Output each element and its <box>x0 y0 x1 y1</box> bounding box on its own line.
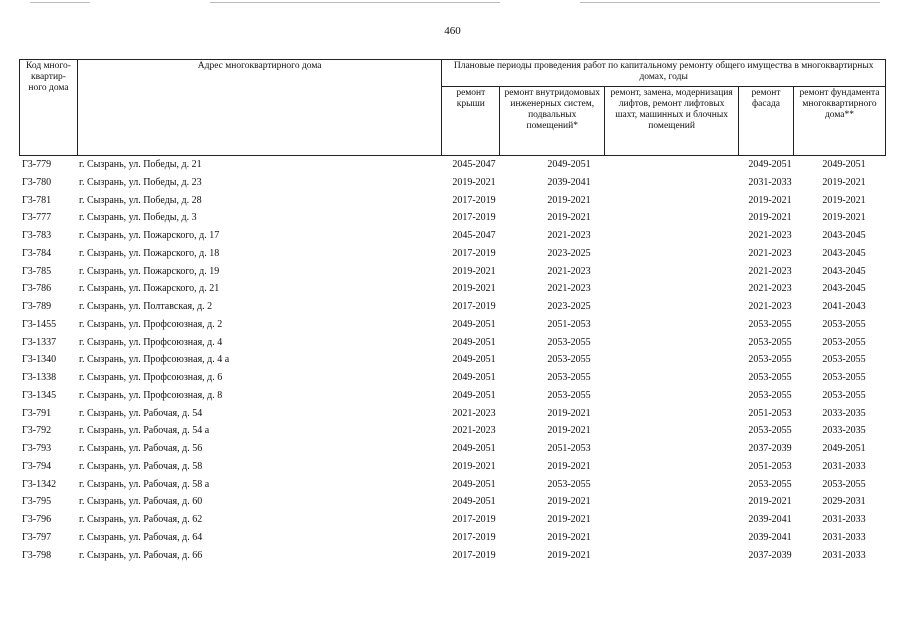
cell-address: г. Сызрань, ул. Победы, д. 3 <box>79 212 197 224</box>
cell-facade: 2021-2023 <box>748 265 792 277</box>
cell-facade: 2053-2055 <box>748 389 792 401</box>
cell-facade: 2021-2023 <box>748 301 792 312</box>
cell-foundation: 2029-2031 <box>822 496 866 508</box>
cell-facade: 2021-2023 <box>748 247 792 259</box>
cell-facade: 2039-2041 <box>748 514 792 525</box>
cell-engineering: 2019-2021 <box>547 496 591 508</box>
cell-address: г. Сызрань, ул. Профсоюзная, д. 6 <box>79 372 223 383</box>
cell-engineering: 2053-2055 <box>547 389 591 401</box>
cell-facade: 2039-2041 <box>748 531 792 543</box>
cell-foundation: 2053-2055 <box>822 372 866 383</box>
cell-roof: 2049-2051 <box>452 389 496 401</box>
cell-engineering: 2053-2055 <box>547 336 591 348</box>
cell-foundation: 2053-2055 <box>822 318 866 330</box>
cell-foundation: 2049-2051 <box>822 159 866 170</box>
cell-engineering: 2051-2053 <box>547 318 591 330</box>
header-periods: Плановые периоды проведения работ по капитальному ремонту общего имущества в многоквартирных домах, годы <box>442 60 886 87</box>
cell-engineering: 2021-2023 <box>547 283 591 295</box>
header-lift: ремонт, замена, модернизация лифтов, ремонт лифтовых шахт, машинных и блочных помещений <box>605 87 739 156</box>
cell-address: г. Сызрань, ул. Победы, д. 21 <box>79 159 202 170</box>
cell-engineering: 2039-2041 <box>547 176 591 188</box>
cell-roof: 2017-2019 <box>452 549 496 561</box>
cell-foundation: 2031-2033 <box>822 514 866 525</box>
cell-roof: 2045-2047 <box>452 159 496 170</box>
table-row <box>19 227 886 245</box>
cell-code: Г3-1337 <box>22 336 57 348</box>
cell-address: г. Сызрань, ул. Пожарского, д. 21 <box>79 283 220 295</box>
table-row <box>19 529 886 547</box>
table-row <box>19 422 886 440</box>
table-row <box>19 156 886 174</box>
cell-roof: 2019-2021 <box>452 265 496 277</box>
table-row <box>19 316 886 334</box>
table-row <box>19 405 886 423</box>
cell-code: Г3-777 <box>22 212 52 224</box>
cell-facade: 2019-2021 <box>748 496 792 508</box>
cell-foundation: 2019-2021 <box>822 194 866 206</box>
cell-foundation: 2049-2051 <box>822 443 866 454</box>
table-row <box>19 192 886 210</box>
table-row <box>19 493 886 511</box>
cell-address: г. Сызрань, ул. Профсоюзная, д. 8 <box>79 389 223 401</box>
table-row <box>19 369 886 387</box>
cell-address: г. Сызрань, ул. Победы, д. 28 <box>79 194 202 206</box>
cell-code: Г3-1340 <box>22 354 57 366</box>
cell-address: г. Сызрань, ул. Победы, д. 23 <box>79 176 202 188</box>
cell-code: Г3-789 <box>22 301 52 312</box>
cell-code: Г3-786 <box>22 283 52 295</box>
cell-facade: 2021-2023 <box>748 230 792 241</box>
cell-engineering: 2019-2021 <box>547 212 591 224</box>
cell-roof: 2045-2047 <box>452 230 496 241</box>
cell-roof: 2019-2021 <box>452 176 496 188</box>
scan-mark <box>30 2 90 3</box>
cell-facade: 2021-2023 <box>748 283 792 295</box>
cell-code: Г3-796 <box>22 514 52 525</box>
cell-facade: 2037-2039 <box>748 443 792 454</box>
cell-roof: 2017-2019 <box>452 247 496 259</box>
cell-foundation: 2053-2055 <box>822 389 866 401</box>
cell-code: Г3-1342 <box>22 478 57 490</box>
cell-address: г. Сызрань, ул. Рабочая, д. 66 <box>79 549 203 561</box>
cell-address: г. Сызрань, ул. Рабочая, д. 60 <box>79 496 203 508</box>
header-foundation: ремонт фундамента многоквартирного дома** <box>794 87 886 156</box>
cell-engineering: 2019-2021 <box>547 425 591 437</box>
cell-address: г. Сызрань, ул. Рабочая, д. 64 <box>79 531 203 543</box>
cell-roof: 2021-2023 <box>452 407 496 419</box>
cell-code: Г3-784 <box>22 247 52 259</box>
cell-facade: 2051-2053 <box>748 460 792 472</box>
cell-facade: 2031-2033 <box>748 176 792 188</box>
cell-foundation: 2053-2055 <box>822 354 866 366</box>
cell-facade: 2051-2053 <box>748 407 792 419</box>
cell-code: Г3-795 <box>22 496 52 508</box>
cell-engineering: 2053-2055 <box>547 372 591 383</box>
cell-facade: 2053-2055 <box>748 478 792 490</box>
cell-roof: 2049-2051 <box>452 496 496 508</box>
cell-address: г. Сызрань, ул. Полтавская, д. 2 <box>79 301 213 312</box>
cell-roof: 2017-2019 <box>452 212 496 224</box>
cell-facade: 2053-2055 <box>748 318 792 330</box>
table-row <box>19 298 886 316</box>
cell-facade: 2053-2055 <box>748 354 792 366</box>
cell-code: Г3-797 <box>22 531 52 543</box>
cell-roof: 2019-2021 <box>452 283 496 295</box>
cell-roof: 2049-2051 <box>452 443 496 454</box>
header-code: Код много-квартир-ного дома <box>20 60 78 156</box>
cell-roof: 2019-2021 <box>452 460 496 472</box>
table-row <box>19 458 886 476</box>
cell-foundation: 2041-2043 <box>822 301 866 312</box>
cell-code: Г3-785 <box>22 265 52 277</box>
cell-foundation: 2053-2055 <box>822 336 866 348</box>
cell-code: Г3-798 <box>22 549 52 561</box>
cell-foundation: 2033-2035 <box>822 407 866 419</box>
table-row <box>19 440 886 458</box>
cell-foundation: 2031-2033 <box>822 531 866 543</box>
cell-code: Г3-781 <box>22 194 52 206</box>
cell-engineering: 2023-2025 <box>547 301 591 312</box>
cell-code: Г3-1338 <box>22 372 57 383</box>
cell-engineering: 2019-2021 <box>547 460 591 472</box>
cell-foundation: 2033-2035 <box>822 425 866 437</box>
cell-foundation: 2043-2045 <box>822 283 866 295</box>
cell-roof: 2017-2019 <box>452 531 496 543</box>
cell-code: Г3-791 <box>22 407 52 419</box>
cell-facade: 2019-2021 <box>748 194 792 206</box>
cell-address: г. Сызрань, ул. Рабочая, д. 62 <box>79 514 203 525</box>
cell-roof: 2049-2051 <box>452 354 496 366</box>
scan-mark <box>210 2 500 3</box>
table-row <box>19 476 886 494</box>
cell-facade: 2049-2051 <box>748 159 792 170</box>
cell-code: Г3-794 <box>22 460 52 472</box>
cell-foundation: 2043-2045 <box>822 230 866 241</box>
cell-address: г. Сызрань, ул. Рабочая, д. 54 а <box>79 425 210 437</box>
cell-code: Г3-792 <box>22 425 52 437</box>
cell-roof: 2049-2051 <box>452 478 496 490</box>
cell-facade: 2053-2055 <box>748 372 792 383</box>
cell-engineering: 2021-2023 <box>547 265 591 277</box>
cell-engineering: 2053-2055 <box>547 478 591 490</box>
cell-facade: 2053-2055 <box>748 425 792 437</box>
cell-engineering: 2019-2021 <box>547 514 591 525</box>
table-row <box>19 280 886 298</box>
cell-roof: 2049-2051 <box>452 336 496 348</box>
table-row <box>19 351 886 369</box>
cell-facade: 2019-2021 <box>748 212 792 224</box>
cell-code: Г3-793 <box>22 443 52 454</box>
cell-foundation: 2043-2045 <box>822 247 866 259</box>
table-body <box>19 156 886 564</box>
scan-mark <box>580 2 880 3</box>
header-address: Адрес многоквартирного дома <box>77 60 441 156</box>
cell-address: г. Сызрань, ул. Профсоюзная, д. 4 <box>79 336 223 348</box>
page-number: 460 <box>444 25 461 37</box>
table-row <box>19 334 886 352</box>
cell-address: г. Сызрань, ул. Профсоюзная, д. 4 а <box>79 354 230 366</box>
cell-engineering: 2021-2023 <box>547 230 591 241</box>
cell-code: Г3-779 <box>22 159 52 170</box>
table-row <box>19 547 886 565</box>
cell-engineering: 2019-2021 <box>547 407 591 419</box>
cell-facade: 2053-2055 <box>748 336 792 348</box>
cell-engineering: 2019-2021 <box>547 194 591 206</box>
cell-engineering: 2053-2055 <box>547 354 591 366</box>
cell-roof: 2049-2051 <box>452 372 496 383</box>
table-header <box>19 59 886 156</box>
cell-engineering: 2051-2053 <box>547 443 591 454</box>
table-row <box>19 263 886 281</box>
cell-foundation: 2019-2021 <box>822 212 866 224</box>
table-row <box>19 245 886 263</box>
table-row <box>19 174 886 192</box>
header-roof: ремонт крыши <box>442 87 500 156</box>
cell-roof: 2017-2019 <box>452 301 496 312</box>
cell-roof: 2021-2023 <box>452 425 496 437</box>
cell-engineering: 2019-2021 <box>547 549 591 561</box>
cell-address: г. Сызрань, ул. Рабочая, д. 58 а <box>79 478 210 490</box>
cell-address: г. Сызрань, ул. Пожарского, д. 18 <box>79 247 220 259</box>
cell-foundation: 2031-2033 <box>822 549 866 561</box>
cell-roof: 2017-2019 <box>452 514 496 525</box>
cell-foundation: 2043-2045 <box>822 265 866 277</box>
cell-roof: 2017-2019 <box>452 194 496 206</box>
cell-code: Г3-1345 <box>22 389 57 401</box>
header-engineering: ремонт внутридомовых инженерных систем, подвальных помещений* <box>500 87 605 156</box>
cell-roof: 2049-2051 <box>452 318 496 330</box>
cell-address: г. Сызрань, ул. Рабочая, д. 58 <box>79 460 203 472</box>
cell-facade: 2037-2039 <box>748 549 792 561</box>
table-row <box>19 387 886 405</box>
cell-code: Г3-780 <box>22 176 52 188</box>
table-row <box>19 511 886 529</box>
cell-address: г. Сызрань, ул. Профсоюзная, д. 2 <box>79 318 223 330</box>
cell-address: г. Сызрань, ул. Рабочая, д. 56 <box>79 443 203 454</box>
cell-engineering: 2019-2021 <box>547 531 591 543</box>
cell-address: г. Сызрань, ул. Пожарского, д. 19 <box>79 265 220 277</box>
cell-code: Г3-1455 <box>22 318 57 330</box>
cell-engineering: 2049-2051 <box>547 159 591 170</box>
cell-foundation: 2019-2021 <box>822 176 866 188</box>
cell-foundation: 2053-2055 <box>822 478 866 490</box>
cell-code: Г3-783 <box>22 230 52 241</box>
cell-address: г. Сызрань, ул. Пожарского, д. 17 <box>79 230 220 241</box>
table-row <box>19 209 886 227</box>
header-facade: ремонт фасада <box>739 87 794 156</box>
cell-address: г. Сызрань, ул. Рабочая, д. 54 <box>79 407 203 419</box>
cell-engineering: 2023-2025 <box>547 247 591 259</box>
cell-foundation: 2031-2033 <box>822 460 866 472</box>
